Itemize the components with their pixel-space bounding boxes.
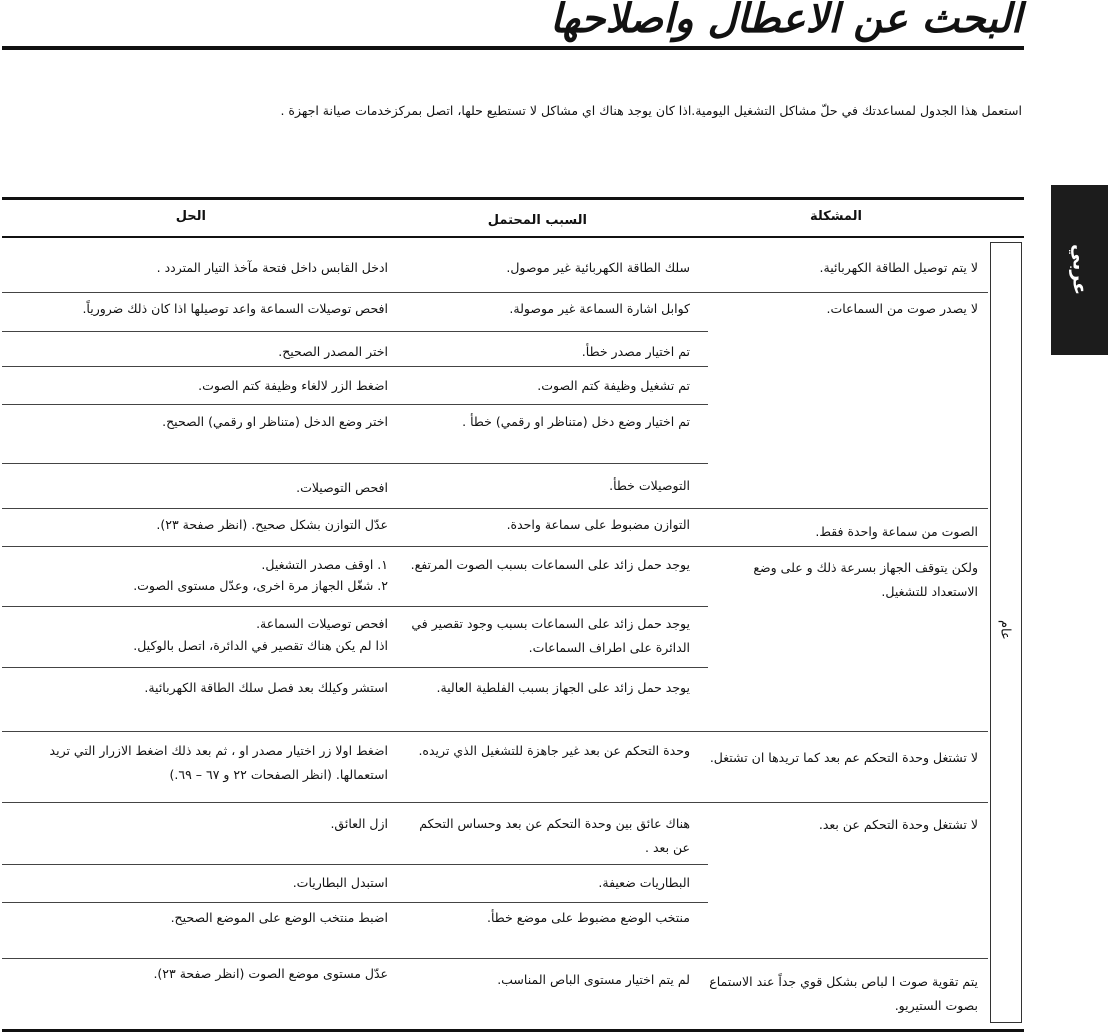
row-divider — [2, 292, 988, 293]
problem-cell: لا يتم توصيل الطاقة الكهربائية. — [819, 260, 978, 275]
cause-cell: تم اختيار وضع دخل (متناظر او رقمي) خطأ . — [462, 414, 690, 429]
cause-cell: سلك الطاقة الكهربائية غير موصول. — [506, 260, 690, 275]
row-divider — [2, 546, 988, 547]
solution-cell: عدّل مستوى موضع الصوت (انظر صفحة ٢٣). — [153, 966, 388, 981]
problem-cell: لا تشتغل وحدة التحكم عم بعد كما تريدها ان تشتغل. — [709, 750, 978, 765]
row-divider — [2, 958, 988, 959]
cause-cell: يوجد حمل زائد على السماعات بسبب الصوت المرتفع. — [410, 557, 690, 572]
cause-cell: البطاريات ضعيفة. — [598, 875, 690, 890]
problem-cell: ولكن يتوقف الجهاز بسرعة ذلك و على وضع الاستعداد للتشغيل. — [753, 560, 978, 599]
cause-cell: التوصيلات خطأ. — [609, 478, 690, 493]
row-divider — [2, 463, 708, 464]
solution-cell: استبدل البطاريات. — [292, 875, 388, 890]
section-label: عام — [997, 620, 1013, 640]
solution-cell: اختر المصدر الصحيح. — [278, 344, 388, 359]
solution-cell: اضغط اولا زر اختيار مصدر او ، ثم بعد ذلك اضغط الازرار التي تريد استعمالها. (انظر الصفحات ٢٢ و ٦٧ – ٦٩.) — [49, 743, 388, 782]
cause-cell: التوازن مضبوط على سماعة واحدة. — [506, 517, 690, 532]
row-divider — [2, 864, 708, 865]
row-divider — [2, 606, 708, 607]
solution-cell: اختر وضع الدخل (متناظر او رقمي) الصحيح. — [162, 414, 388, 429]
cause-cell: يوجد حمل زائد على الجهاز بسبب الفلطية العالية. — [436, 680, 690, 695]
problem-cell: لا تشتغل وحدة التحكم عن بعد. — [818, 817, 978, 832]
column-header-problem: المشكلة — [809, 209, 862, 224]
problem-cell: لا يصدر صوت من السماعات. — [826, 301, 978, 316]
row-divider — [2, 802, 988, 803]
solution-cell: اذا لم يكن هناك تقصير في الدائرة، اتصل بالوكيل. — [133, 638, 388, 653]
cause-cell: كوابل اشارة السماعة غير موصولة. — [509, 301, 690, 316]
row-divider — [2, 331, 708, 332]
table-top-rule — [2, 197, 1024, 200]
table-bottom-rule — [2, 1029, 1024, 1032]
solution-cell: ازل العائق. — [330, 816, 388, 831]
row-divider — [2, 404, 708, 405]
cause-cell: لم يتم اختيار مستوى الباص المناسب. — [497, 972, 690, 987]
solution-cell: اضغط الزر لالغاء وظيفة كتم الصوت. — [198, 378, 388, 393]
cause-cell: تم اختيار مصدر خطأ. — [581, 344, 690, 359]
row-divider — [2, 902, 708, 903]
solution-cell: ١. اوقف مصدر التشغيل. — [261, 557, 388, 572]
cause-cell: منتخب الوضع مضبوط على موضع خطأ. — [487, 910, 690, 925]
solution-cell: افحص التوصيلات. — [296, 480, 388, 495]
problem-cell: يتم تقوية صوت ا لباص بشكل قوي جداً عند الاستماع بصوت الستيريو. — [709, 974, 978, 1013]
header-bottom-rule — [2, 236, 1024, 238]
row-divider — [2, 508, 988, 509]
cause-cell: تم تشغيل وظيفة كتم الصوت. — [537, 378, 690, 393]
cause-cell: هناك عائق بين وحدة التحكم عن بعد وحساس التحكم عن بعد . — [419, 816, 690, 855]
page-title: البحث عن الاعطال واصلاحها — [549, 0, 1022, 42]
language-tab-label: عربي — [1068, 244, 1091, 296]
solution-cell: اضبط منتخب الوضع على الموضع الصحيح. — [170, 910, 388, 925]
intro-text: استعمل هذا الجدول لمساعدتك في حلّ مشاكل التشغيل اليومية.اذا كان يوجد هناك اي مشاكل لا تستطيع حلها، اتصل بمركزخدمات صيانة اجهزة . — [280, 103, 1022, 118]
solution-cell: ادخل القابس داخل فتحة مآخذ التيار المتردد . — [156, 260, 388, 275]
row-divider — [2, 366, 708, 367]
solution-cell: استشر وكيلك بعد فصل سلك الطاقة الكهربائية. — [144, 680, 388, 695]
cause-cell: يوجد حمل زائد على السماعات بسبب وجود تقصير في الدائرة على اطراف السماعات. — [411, 616, 690, 655]
solution-cell: افحص توصيلات السماعة. — [256, 616, 388, 631]
row-divider — [2, 731, 988, 732]
row-divider — [2, 667, 708, 668]
column-header-solution: الحل — [175, 209, 206, 224]
solution-cell: ٢. شغّل الجهاز مرة اخرى، وعدّل مستوى الصوت. — [133, 578, 388, 593]
problem-cell: الصوت من سماعة واحدة فقط. — [815, 524, 978, 539]
column-header-cause: السبب المحتمل — [487, 213, 587, 228]
language-tab — [1051, 185, 1108, 355]
solution-cell: افحص توصيلات السماعة واعد توصيلها اذا كان ذلك ضرورياً. — [82, 301, 388, 316]
cause-cell: وحدة التحكم عن بعد غير جاهزة للتشغيل الذي تريده. — [418, 743, 690, 758]
title-underline — [2, 46, 1024, 50]
solution-cell: عدّل التوازن بشكل صحيح. (انظر صفحة ٢٣). — [156, 517, 388, 532]
